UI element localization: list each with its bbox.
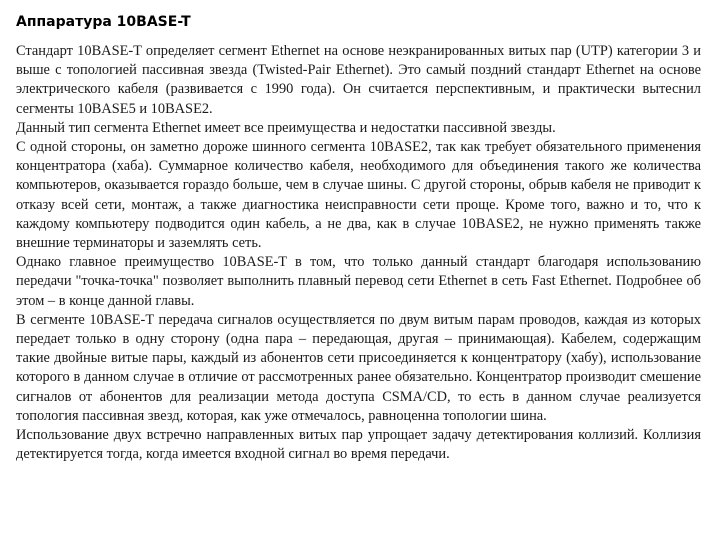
paragraph-main-advantage: Однако главное преимущество 10BASE-T в том, что только данный стандарт благодаря использованию передачи "точка-точка" позволяет выполнить плавный перевод сети Ethernet в сеть Fast Ethernet. Подробнее об этом – в конце данной главы. bbox=[16, 254, 701, 309]
page-title: Аппаратура 10BASE-T bbox=[16, 14, 191, 30]
document-body bbox=[16, 42, 701, 464]
paragraph-intro: Стандарт 10BASE-T определяет сегмент Ethernet на основе неэкранированных витых пар (UTP) категории 3 и выше с топологией пассивная звезда (Twisted-Pair Ethernet). Это самый поздний стандарт Ethernet на основе электрического кабеля (развивается с 1990 года). Он считается перспективным, и практически вытеснил сегменты 10BASE5 и 10BASE2. bbox=[16, 43, 701, 117]
paragraph-collision-detection: Использование двух встречно направленных витых пар упрощает задачу детектирования коллизий. Коллизия детектируется тогда, когда имеется входной сигнал во время передачи. bbox=[16, 427, 701, 463]
paragraph-summary: Данный тип сегмента Ethernet имеет все преимущества и недостатки пассивной звезды. bbox=[16, 119, 556, 136]
paragraph-signal-transmission: В сегменте 10BASE-T передача сигналов осуществляется по двум витым парам проводов, каждая из которых передает только в одну сторону (одна пара – передающая, другая – принимающая). Кабелем, содержащим такие двойные витые пары, каждый из абонентов сети присоединяется к концентратору (хабу), использование которого в данном случае в отличие от рассмотренных ранее обязательно. Концентратор производит смешение сигналов от абонентов для реализации метода доступа CSMA/CD, то есть в данном случае реализуется топология пассивная звезд, которая, как уже отмечалось, равноценна топологии шина. bbox=[16, 311, 701, 424]
paragraph-pros-cons: С одной стороны, он заметно дороже шинного сегмента 10BASE2, так как требует обязательного применения концентратора (хаба). Суммарное количество кабеля, необходимого для объединения такого же количества компьютеров, оказывается гораздо больше, чем в случае шины. С другой стороны, обрыв кабеля не приводит к отказу всей сети, монтаж, а также диагностика неисправности сети проще. Кроме того, важно и то, что к каждому компьютеру подводится один кабель, а не два, как в случае 10BASE2, не нужно применять также внешние терминаторы и заземлять сеть. bbox=[16, 139, 701, 252]
